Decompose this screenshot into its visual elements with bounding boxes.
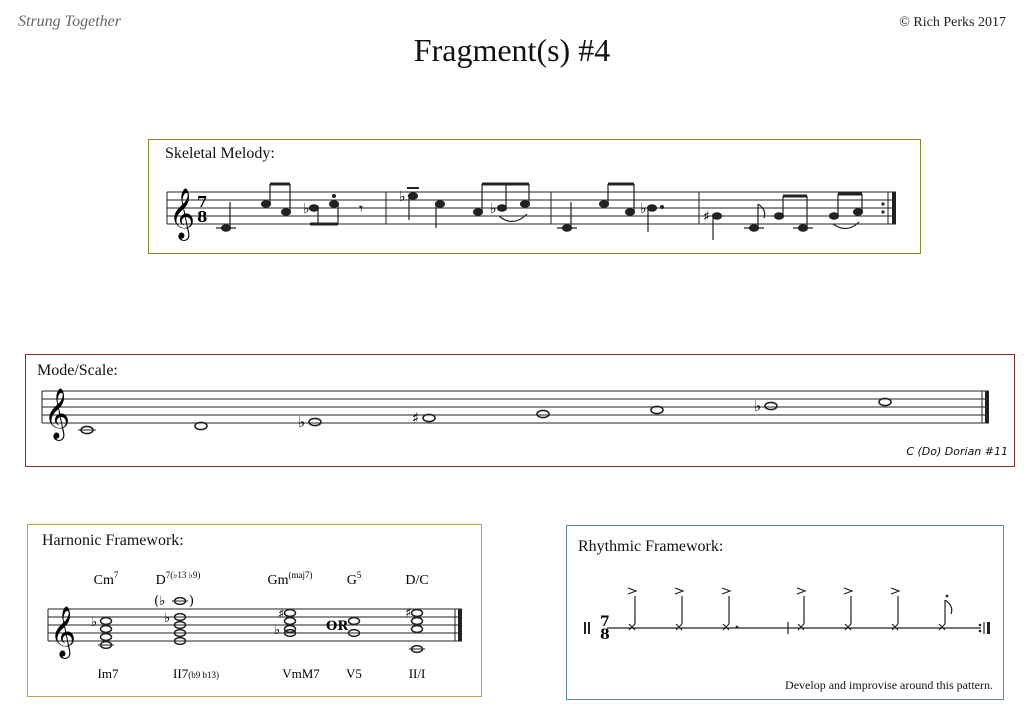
melody-note [775,213,784,219]
melody-note [262,201,271,207]
svg-text:): ) [189,594,195,609]
mode-staff [26,355,1016,468]
melody-note [282,209,291,215]
sharp-icon: ♯ [412,409,420,427]
treble-clef-icon: 𝄞 [44,388,71,439]
scale-note-bb [765,402,777,409]
flat-icon: ♭ [298,413,306,431]
scale-name: C (Do) Dorian #11 [906,445,1008,458]
roman-numeral: II7(b9 b13) [173,666,219,681]
sharp-icon: ♯ [405,606,412,621]
melody-note [830,213,839,219]
flat-icon: ♭ [399,189,406,205]
page-title: Fragment(s) #4 [413,32,611,68]
roman-numeral: II/I [408,666,426,681]
melody-note [310,205,319,211]
time-signature-top: 7 [197,193,208,211]
melody-note [498,205,507,211]
chord-symbol: D/C [405,573,429,588]
skeletal-melody-label: Skeletal Melody: [165,145,275,162]
flat-icon: ♭ [91,615,98,630]
melody-note [436,201,445,207]
flat-icon: (♭ [154,594,166,609]
melody-note [713,213,722,219]
copyright-text: © Rich Perks 2017 [899,15,1006,30]
rest-icon: 𝄾 [359,199,364,218]
brand-name: Strung Together [18,13,121,30]
treble-clef-icon: 𝄞 [50,606,77,657]
time-signature-bottom: 8 [197,208,208,226]
roman-numeral: V5 [346,666,362,681]
chord-symbol: $D^{7(♭13 ♭9)}$ [155,570,201,588]
melody-note [600,201,609,207]
roman-numeral: Im7 [97,666,119,681]
melody-staff [149,140,922,255]
rhythmic-framework-label: Rhythmic Framework: [578,538,724,555]
flat-icon: ♭ [164,611,171,626]
skeletal-melody-panel [148,139,921,254]
melody-note [854,209,863,215]
melody-note [409,193,418,199]
melody-note [474,209,483,215]
harmonic-framework-panel [27,524,482,697]
chord-symbol: Cm$^7$ [93,570,119,588]
chord-symbol: $G^5$ [346,570,362,588]
time-signature-bottom: 8 [600,627,610,643]
flat-icon: ♭ [754,397,762,415]
melody-note [648,205,657,211]
roman-numeral: VmM7 [282,666,320,681]
sharp-icon: ♯ [278,607,285,622]
time-signature-top: 7 [600,614,610,630]
melody-note [626,209,635,215]
flat-icon: ♭ [274,623,281,638]
flat-icon: ♭ [490,201,497,217]
sharp-icon: ♯ [703,209,710,225]
harmonic-framework-label: Harnonic Framework: [42,532,184,549]
mode-scale-panel [25,354,1015,467]
or-label: OR [326,619,349,634]
chord-symbol: $Gm^{(maj7)}$ [267,570,313,588]
flat-icon: ♭ [640,201,647,217]
rhythmic-framework-panel [566,525,1004,700]
rhythm-staff [567,526,1005,701]
melody-note [521,201,530,207]
flat-icon: ♭ [303,201,310,217]
scale-note-eb [309,418,321,425]
harmony-staff [28,525,483,698]
scale-note-g [537,410,549,417]
mode-scale-label: Mode/Scale: [37,362,118,379]
treble-clef-icon: 𝄞 [169,188,196,239]
rhythm-instructions: Develop and improvise around this pattern. [785,678,993,692]
melody-note [330,201,339,207]
